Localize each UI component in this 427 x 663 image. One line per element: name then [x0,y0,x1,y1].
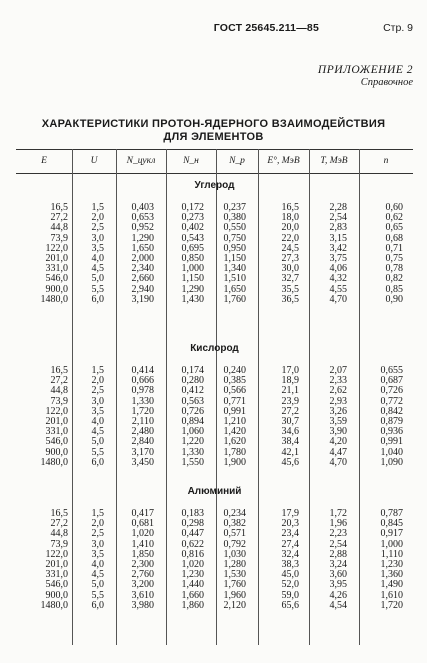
section-title: Алюминий [187,486,242,497]
table-cell: 0,563 [181,395,204,407]
table-cell: 2,840 [131,436,154,448]
table-cell: 0,879 [380,415,403,427]
table-cell: 38,4 [281,436,299,448]
table-cell: 3,980 [131,599,154,611]
table-cell: 5,5 [91,589,104,601]
table-cell: 2,0 [91,212,104,224]
table-cell: 1,290 [181,283,204,295]
table-row [16,234,413,244]
table-row [16,223,413,233]
table-cell: 4,32 [329,273,347,285]
table-cell: 3,90 [329,426,347,438]
table-cell: 0,71 [385,242,403,254]
table-cell: 1,060 [181,426,204,438]
table-cell: 4,70 [329,293,347,305]
table-row [16,285,413,295]
table-row [16,376,413,386]
table-cell: 3,170 [131,446,154,458]
table-cell: 2,000 [131,252,154,264]
table-cell: 0,234 [223,508,246,519]
table-cell: 4,5 [91,263,104,275]
table-cell: 1,040 [380,446,403,458]
section-rows [16,366,413,468]
table-cell: 546,0 [45,273,68,285]
table-cell: 4,20 [329,436,347,448]
table-cell: 0,850 [181,252,204,264]
table-cell: 201,0 [45,415,68,427]
table-cell: 4,26 [329,589,347,601]
table-row [16,448,413,458]
table-cell: 0,447 [181,528,204,540]
table-cell: 3,0 [91,395,104,407]
table-cell: 0,174 [181,365,204,376]
table-cell: 546,0 [45,436,68,448]
table-cell: 2,940 [131,283,154,295]
table-cell: 4,55 [329,283,347,295]
table-cell: 0,172 [181,202,204,213]
table-cell: 3,60 [329,569,347,581]
table-cell: 0,550 [223,222,246,234]
table-cell: 0,653 [131,212,154,224]
table-cell: 44,8 [50,385,68,397]
table-cell: 4,5 [91,426,104,438]
table-cell: 5,0 [91,579,104,591]
table-cell: 1,150 [223,252,246,264]
table-cell: 0,82 [385,273,403,285]
table-cell: 1,530 [223,569,246,581]
table-cell: 0,750 [223,232,246,244]
table-cell: 32,4 [281,548,299,560]
table-cell: 4,47 [329,446,347,458]
table-cell: 22,0 [281,232,299,244]
table-cell: 3,5 [91,548,104,560]
table-cell: 0,90 [385,293,403,305]
table-cell: 1,900 [223,456,246,468]
table-cell: 1,330 [181,446,204,458]
table-cell: 30,7 [281,415,299,427]
table-cell: 201,0 [45,558,68,570]
table-cell: 5,5 [91,446,104,458]
table-cell: 900,0 [45,589,68,601]
table-row [16,417,413,427]
table-cell: 122,0 [45,242,68,254]
table-cell: 23,4 [281,528,299,540]
table-cell: 1,230 [181,569,204,581]
table-row [16,264,413,274]
table-cell: 20,3 [281,518,299,530]
table-cell: 34,6 [281,426,299,438]
table-cell: 1,430 [181,293,204,305]
appendix-subtitle: Справочное [360,77,413,88]
table-cell: 0,816 [181,548,204,560]
table-cell: 4,0 [91,558,104,570]
table-cell: 1,650 [131,242,154,254]
table-cell: 1,230 [380,558,403,570]
table-cell: 0,240 [223,365,246,376]
table-cell: 42,1 [281,446,299,458]
table-cell: 5,5 [91,283,104,295]
table-cell: 44,8 [50,528,68,540]
table-cell: 3,24 [329,558,347,570]
table-cell: 331,0 [45,263,68,275]
table-cell: 3,0 [91,232,104,244]
table-row [16,519,413,529]
table-cell: 0,543 [181,232,204,244]
table-cell: 6,0 [91,293,104,305]
table-title-line2: ДЛЯ ЭЛЕМЕНТОВ [163,131,264,143]
table-cell: 0,65 [385,222,403,234]
table-cell: 122,0 [45,548,68,560]
table-row [16,591,413,601]
table-cell: 2,0 [91,518,104,530]
section-title: Углерод [194,180,235,191]
table-cell: 20,0 [281,222,299,234]
table-cell: 201,0 [45,252,68,264]
table-cell: 1,610 [380,589,403,601]
table-cell: 3,75 [329,252,347,264]
table-cell: 4,54 [329,599,347,611]
table-cell: 45,0 [281,569,299,581]
table-cell: 73,9 [50,395,68,407]
table-cell: 32,7 [281,273,299,285]
table-cell: 2,28 [329,202,347,213]
table-cell: 3,450 [131,456,154,468]
table-cell: 2,54 [329,538,347,550]
table-cell: 16,5 [50,202,68,213]
table-cell: 2,660 [131,273,154,285]
table-cell: 2,54 [329,212,347,224]
table-cell: 1,510 [223,273,246,285]
table-cell: 1,290 [131,232,154,244]
table-cell: 27,3 [281,252,299,264]
table-row [16,458,413,468]
page-header [0,22,427,38]
table-cell: 1,72 [329,508,347,519]
table-cell: 1,760 [223,293,246,305]
table-row [16,580,413,590]
table-cell: 0,566 [223,385,246,397]
table-cell: 0,417 [131,508,154,519]
table-cell: 2,83 [329,222,347,234]
table-cell: 1,5 [91,202,104,213]
table-cell: 0,298 [181,518,204,530]
table-cell: 45,6 [281,456,299,468]
table-row [16,529,413,539]
standard-number: ГОСТ 25645.211—85 [213,22,319,34]
table-cell: 73,9 [50,232,68,244]
table-cell: 1,210 [223,415,246,427]
table-row [16,437,413,447]
table-cell: 65,6 [281,599,299,611]
table-row [16,366,413,376]
table-cell: 3,95 [329,579,347,591]
table-cell: 0,402 [181,222,204,234]
table-row [16,397,413,407]
table-cell: 1,720 [380,599,403,611]
table-cell: 2,88 [329,548,347,560]
table-cell: 0,62 [385,212,403,224]
table-cell: 0,60 [385,202,403,213]
table-cell: 0,842 [380,405,403,417]
table-cell: 1,030 [223,548,246,560]
table-cell: 0,787 [380,508,403,519]
table-cell: 331,0 [45,569,68,581]
column-header: n [383,156,389,166]
table-cell: 0,183 [181,508,204,519]
table-cell: 0,978 [131,385,154,397]
table-cell: 6,0 [91,599,104,611]
table-cell: 0,792 [223,538,246,550]
table-cell: 1,760 [223,579,246,591]
table-cell: 122,0 [45,405,68,417]
table-row [16,509,413,519]
table-cell: 2,340 [131,263,154,275]
table-cell: 6,0 [91,456,104,468]
table-cell: 0,412 [181,385,204,397]
table-cell: 59,0 [281,589,299,601]
table-row [16,295,413,305]
table-cell: 3,5 [91,405,104,417]
table-cell: 27,2 [281,405,299,417]
table-cell: 0,280 [181,375,204,387]
table-cell: 2,300 [131,558,154,570]
table-cell: 4,0 [91,415,104,427]
column-header: N_p [229,156,245,166]
table-row [16,560,413,570]
table-cell: 27,2 [50,375,68,387]
table-cell: 1,280 [223,558,246,570]
table-row [16,274,413,284]
table-cell: 2,62 [329,385,347,397]
table-row [16,244,413,254]
table-cell: 0,917 [380,528,403,540]
table-cell: 3,59 [329,415,347,427]
table-cell: 1,960 [223,589,246,601]
table-cell: 1,330 [131,395,154,407]
table-cell: 0,237 [223,202,246,213]
table-cell: 0,78 [385,263,403,275]
table-cell: 331,0 [45,426,68,438]
table-cell: 0,952 [131,222,154,234]
table-cell: 0,380 [223,212,246,224]
table-cell: 1,650 [223,283,246,295]
table-cell: 3,42 [329,242,347,254]
table-cell: 4,70 [329,456,347,468]
table-cell: 0,681 [131,518,154,530]
table-row [16,213,413,223]
table-cell: 2,23 [329,528,347,540]
table-cell: 0,726 [181,405,204,417]
table-cell: 2,120 [223,599,246,611]
table-cell: 0,726 [380,385,403,397]
table-cell: 1,340 [223,263,246,275]
table-cell: 1,550 [181,456,204,468]
table-title-line1: ХАРАКТЕРИСТИКИ ПРОТОН-ЯДЕРНОГО ВЗАИМОДЕЙСТВИЯ [41,118,386,130]
table-row [16,550,413,560]
table-row [16,601,413,611]
table-cell: 0,772 [380,395,403,407]
table-cell: 0,666 [131,375,154,387]
table-cell: 1,020 [131,528,154,540]
table-cell: 1,5 [91,365,104,376]
table-cell: 0,687 [380,375,403,387]
section-title: Кислород [190,343,239,354]
table-cell: 0,695 [181,242,204,254]
table-cell: 73,9 [50,538,68,550]
table-cell: 1,850 [131,548,154,560]
table-cell: 1,000 [181,263,204,275]
table-cell: 52,0 [281,579,299,591]
table-cell: 900,0 [45,446,68,458]
table-cell: 16,5 [50,365,68,376]
table-cell: 1480,0 [40,599,68,611]
table-cell: 3,5 [91,242,104,254]
table-cell: 2,5 [91,528,104,540]
table-cell: 1,360 [380,569,403,581]
table-cell: 0,991 [223,405,246,417]
table-cell: 3,0 [91,538,104,550]
table-cell: 21,1 [281,385,299,397]
column-header: T, МэВ [320,156,348,166]
table-cell: 0,85 [385,283,403,295]
table-cell: 0,571 [223,528,246,540]
table-cell: 3,190 [131,293,154,305]
table-cell: 3,26 [329,405,347,417]
table-cell: 23,9 [281,395,299,407]
table-cell: 0,273 [181,212,204,224]
table-title [0,118,427,144]
table-row [16,570,413,580]
table-cell: 1480,0 [40,456,68,468]
table-cell: 3,610 [131,589,154,601]
table-cell: 38,3 [281,558,299,570]
table-cell: 27,4 [281,538,299,550]
table-cell: 0,991 [380,436,403,448]
table-cell: 1,96 [329,518,347,530]
column-header: N_цукл [126,156,156,166]
table-cell: 0,936 [380,426,403,438]
table-cell: 2,33 [329,375,347,387]
table-cell: 3,200 [131,579,154,591]
table-cell: 0,655 [380,365,403,376]
table-cell: 2,5 [91,385,104,397]
table-cell: 2,93 [329,395,347,407]
table-cell: 24,5 [281,242,299,254]
table-cell: 0,771 [223,395,246,407]
table-row [16,407,413,417]
table-cell: 17,9 [281,508,299,519]
table-cell: 900,0 [45,283,68,295]
table-cell: 4,0 [91,252,104,264]
table-cell: 2,07 [329,365,347,376]
table-cell: 0,845 [380,518,403,530]
table-cell: 1,000 [380,538,403,550]
table-cell: 2,0 [91,375,104,387]
table-cell: 2,5 [91,222,104,234]
appendix-title: ПРИЛОЖЕНИЕ 2 [317,64,413,76]
column-header: E°, МэВ [267,156,300,166]
table-row [16,203,413,213]
column-header: E [41,156,47,166]
section-rows [16,509,413,611]
table-cell: 0,894 [181,415,204,427]
table-cell: 1,5 [91,508,104,519]
table-cell: 2,480 [131,426,154,438]
table-cell: 0,385 [223,375,246,387]
table-cell: 0,403 [131,202,154,213]
table-cell: 1,420 [223,426,246,438]
table-cell: 18,9 [281,375,299,387]
table-cell: 1,620 [223,436,246,448]
table-cell: 4,06 [329,263,347,275]
table-cell: 1480,0 [40,293,68,305]
table-cell: 2,760 [131,569,154,581]
table-cell: 27,2 [50,518,68,530]
table-cell: 18,0 [281,212,299,224]
table-row [16,254,413,264]
table-cell: 1,110 [380,548,403,560]
table-cell: 1,490 [380,579,403,591]
table-cell: 1,150 [181,273,204,285]
table-cell: 16,5 [281,202,299,213]
table-cell: 4,5 [91,569,104,581]
table-cell: 35,5 [281,283,299,295]
table-cell: 5,0 [91,273,104,285]
table-row [16,540,413,550]
section-rows [16,203,413,305]
table-cell: 36,5 [281,293,299,305]
table-row [16,427,413,437]
table-cell: 0,622 [181,538,204,550]
column-header: U [90,156,98,166]
column-header: N_н [183,156,199,166]
table-cell: 1,720 [131,405,154,417]
page-number: Стр. 9 [383,22,413,34]
table-cell: 0,414 [131,365,154,376]
table-cell: 17,0 [281,365,299,376]
table-cell: 1,660 [181,589,204,601]
table-cell: 0,68 [385,232,403,244]
table-cell: 2,110 [131,415,154,427]
table-cell: 1,220 [181,436,204,448]
table-cell: 30,0 [281,263,299,275]
table-cell: 546,0 [45,579,68,591]
table-cell: 1,440 [181,579,204,591]
table-cell: 1,780 [223,446,246,458]
table-cell: 1,090 [380,456,403,468]
table-cell: 1,020 [181,558,204,570]
table-cell: 16,5 [50,508,68,519]
table-cell: 1,860 [181,599,204,611]
table-cell: 3,15 [329,232,347,244]
table-cell: 0,950 [223,242,246,254]
header-bottom-rule [16,173,413,174]
data-table [16,149,413,649]
table-cell: 0,75 [385,252,403,264]
table-cell: 27,2 [50,212,68,224]
table-cell: 5,0 [91,436,104,448]
appendix-label [318,64,413,88]
table-cell: 44,8 [50,222,68,234]
table-cell: 1,410 [131,538,154,550]
table-row [16,386,413,396]
table-cell: 0,382 [223,518,246,530]
